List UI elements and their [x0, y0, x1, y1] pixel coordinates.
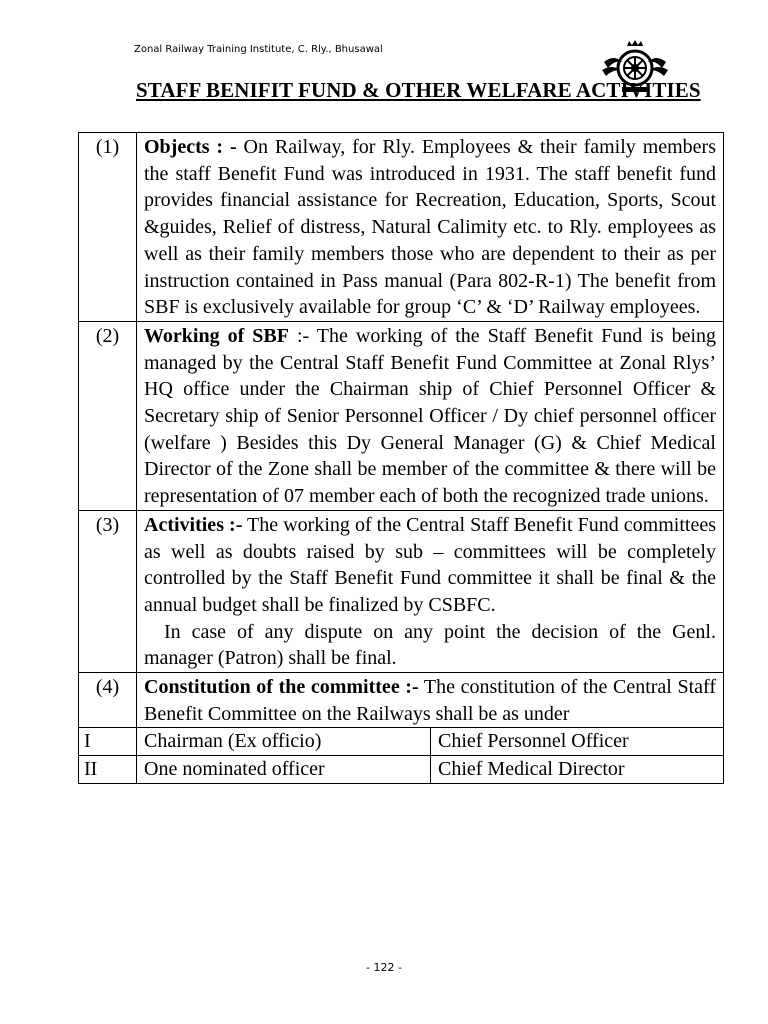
- committee-role: Chairman (Ex officio): [137, 728, 431, 756]
- section-row: [79, 321, 724, 510]
- section-heading: Activities :-: [144, 513, 243, 536]
- section-text: The constitution of the Central Staff Benefit Committee on the Railways shall be as under: [144, 676, 716, 725]
- page-number: - 122 -: [366, 961, 402, 974]
- page-title: STAFF BENIFIT FUND & OTHER WELFARE ACTIVITIES: [136, 78, 701, 102]
- committee-officer: Chief Medical Director: [431, 756, 724, 784]
- committee-officer: Chief Personnel Officer: [431, 728, 724, 756]
- section-body: [137, 673, 724, 728]
- section-heading: Constitution of the committee :-: [144, 676, 419, 699]
- section-number: (3): [79, 510, 137, 672]
- committee-row: [79, 728, 724, 756]
- committee-row: [79, 756, 724, 784]
- section-row: [79, 510, 724, 672]
- section-number: (1): [79, 133, 137, 322]
- section-text: In case of any dispute on any point the decision of the Genl. manager (Patron) shall be final.: [144, 620, 716, 670]
- section-row: [79, 133, 724, 322]
- section-number: (4): [79, 673, 137, 728]
- section-text: :- The working of the Staff Benefit Fund is being managed by the Central Staff Benefit Fund Committee at Zonal Rlys’ HQ office under the Chairman ship of Chief Personnel Officer & Secretary ship of Senior Personnel Officer / Dy chief personnel officer (welfare ) Besides this Dy General Manager (G) & Chief Medical Director of the Zone shall be member of the committee & there will be representation of 07 member each of both the recognized trade unions.: [144, 324, 716, 508]
- section-heading: Working of SBF: [144, 324, 289, 347]
- section-number: (2): [79, 321, 137, 510]
- committee-row-number: II: [79, 756, 137, 784]
- section-body: [137, 321, 724, 510]
- section-heading: Objects : -: [144, 136, 237, 158]
- section-text: On Railway, for Rly. Employees & their family members the staff Benefit Fund was introduced in 1931. The staff benefit fund provides financial assistance for Recreation, Education, Sports, Scout &guides, Relief of distress, Natural Calimity etc. to Rly. employees as well as their family members those who are dependent to their as per instruction contained in Pass manual (Para 802-R-1) The benefit from SBF is exclusively available for group ‘C’ & ‘D’ Railway employees.: [144, 136, 717, 319]
- page-header: Zonal Railway Training Institute, C. Rly., Bhusawal: [134, 44, 383, 55]
- section-row: [79, 673, 724, 728]
- section-body: [137, 133, 724, 322]
- committee-row-number: I: [79, 728, 137, 756]
- section-text: The working of the Central Staff Benefit Fund committees as well as doubts raised by sub – committees will be completely controlled by the Staff Benefit Fund committee it shall be final & the annual budget shall be finalized by CSBFC.: [144, 513, 716, 616]
- section-body: [137, 510, 724, 672]
- welfare-table: [78, 132, 724, 784]
- committee-role: One nominated officer: [137, 756, 431, 784]
